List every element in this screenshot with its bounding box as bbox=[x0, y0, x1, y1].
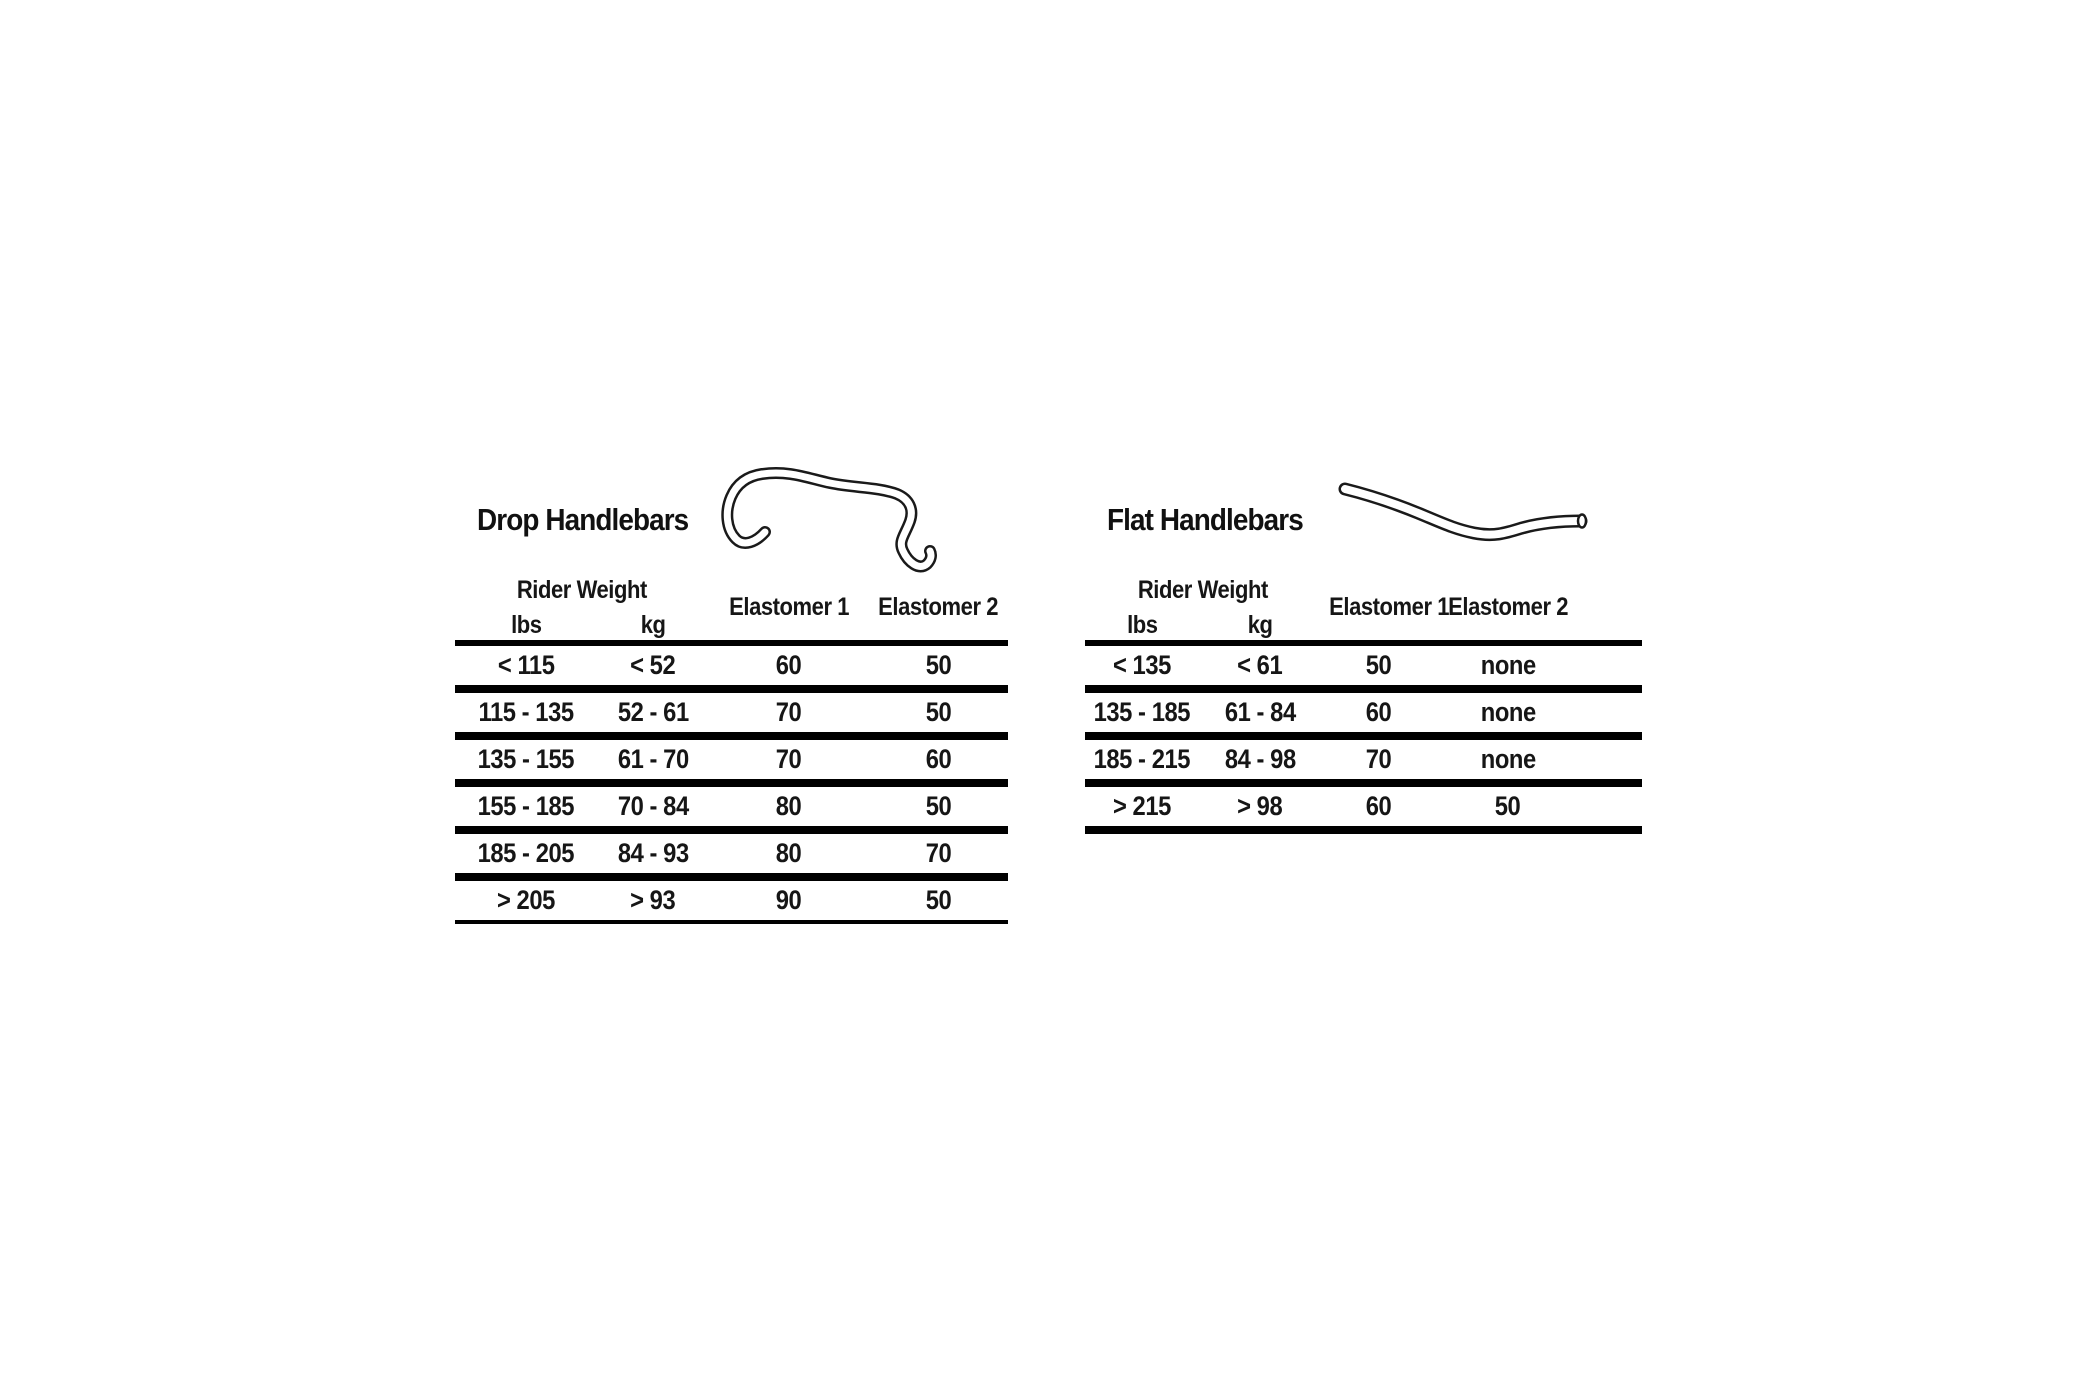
cell-elastomer2: none bbox=[1480, 744, 1536, 774]
cell-kg: < 52 bbox=[630, 650, 676, 680]
cell-elastomer2: 70 bbox=[925, 838, 952, 868]
cell-elastomer2: 50 bbox=[925, 791, 952, 821]
cell-elastomer1: 80 bbox=[776, 838, 802, 868]
cell-elastomer1: 80 bbox=[776, 791, 802, 821]
cell-lbs: 135 - 155 bbox=[477, 744, 575, 774]
flat-table-grid bbox=[1085, 640, 1642, 834]
table-row bbox=[455, 787, 1008, 834]
cell-elastomer2: none bbox=[1480, 650, 1536, 680]
drop-handlebars-icon bbox=[698, 452, 938, 592]
cell-elastomer2: 50 bbox=[1495, 791, 1521, 821]
cell-elastomer2: 50 bbox=[925, 697, 952, 727]
cell-lbs: 115 - 135 bbox=[478, 697, 574, 727]
table-row bbox=[455, 740, 1008, 787]
drop-handlebars-table bbox=[455, 440, 1008, 960]
cell-lbs: > 205 bbox=[497, 885, 555, 915]
drop-table-grid bbox=[455, 640, 1008, 924]
cell-elastomer1: 50 bbox=[1366, 650, 1392, 680]
flat-table-title: Flat Handlebars bbox=[1107, 502, 1303, 537]
cell-kg: 70 - 84 bbox=[617, 791, 689, 821]
cell-lbs: > 215 bbox=[1113, 791, 1171, 821]
cell-lbs: 185 - 215 bbox=[1093, 744, 1191, 774]
table-row bbox=[455, 646, 1008, 693]
cell-elastomer1: 70 bbox=[776, 744, 802, 774]
col-header-elastomer2: Elastomer 2 bbox=[1448, 593, 1568, 621]
table-row bbox=[455, 834, 1008, 881]
col-header-lbs: lbs bbox=[1126, 611, 1158, 639]
table-row bbox=[455, 693, 1008, 740]
cell-kg: 84 - 93 bbox=[617, 838, 689, 868]
cell-elastomer1: 90 bbox=[776, 885, 802, 915]
col-header-lbs: lbs bbox=[510, 611, 542, 639]
cell-kg: 84 - 98 bbox=[1224, 744, 1296, 774]
cell-elastomer1: 60 bbox=[1366, 697, 1392, 727]
col-header-elastomer1: Elastomer 1 bbox=[729, 593, 849, 621]
table-row bbox=[1085, 787, 1642, 834]
flat-handlebars-icon bbox=[1328, 480, 1638, 570]
cell-lbs: < 115 bbox=[497, 650, 555, 680]
table-row bbox=[455, 881, 1008, 924]
table-row bbox=[1085, 693, 1642, 740]
cell-elastomer1: 70 bbox=[1366, 744, 1392, 774]
cell-kg: 61 - 84 bbox=[1224, 697, 1296, 727]
cell-elastomer1: 60 bbox=[1366, 791, 1392, 821]
cell-kg: 52 - 61 bbox=[617, 697, 689, 727]
cell-lbs: 185 - 205 bbox=[477, 838, 575, 868]
cell-elastomer2: 60 bbox=[925, 744, 952, 774]
cell-kg: > 93 bbox=[630, 885, 676, 915]
cell-elastomer2: 50 bbox=[925, 650, 952, 680]
col-header-rider-weight: Rider Weight bbox=[1138, 576, 1268, 604]
col-header-rider-weight: Rider Weight bbox=[517, 576, 647, 604]
cell-lbs: 135 - 185 bbox=[1093, 697, 1191, 727]
cell-kg: 61 - 70 bbox=[617, 744, 689, 774]
col-header-elastomer1: Elastomer 1 bbox=[1329, 593, 1450, 621]
col-header-elastomer2: Elastomer 2 bbox=[878, 593, 999, 621]
cell-lbs: < 135 bbox=[1113, 650, 1171, 680]
table-row bbox=[1085, 740, 1642, 787]
cell-elastomer1: 60 bbox=[776, 650, 802, 680]
flat-handlebars-table bbox=[1085, 440, 1642, 960]
cell-elastomer1: 70 bbox=[776, 697, 802, 727]
drop-table-title: Drop Handlebars bbox=[477, 502, 689, 537]
cell-elastomer2: 50 bbox=[925, 885, 952, 915]
cell-kg: > 98 bbox=[1237, 791, 1283, 821]
cell-elastomer2: none bbox=[1480, 697, 1536, 727]
table-row bbox=[1085, 646, 1642, 693]
col-header-kg: kg bbox=[640, 611, 666, 639]
col-header-kg: kg bbox=[1247, 611, 1273, 639]
cell-kg: < 61 bbox=[1237, 650, 1283, 680]
cell-lbs: 155 - 185 bbox=[477, 791, 575, 821]
